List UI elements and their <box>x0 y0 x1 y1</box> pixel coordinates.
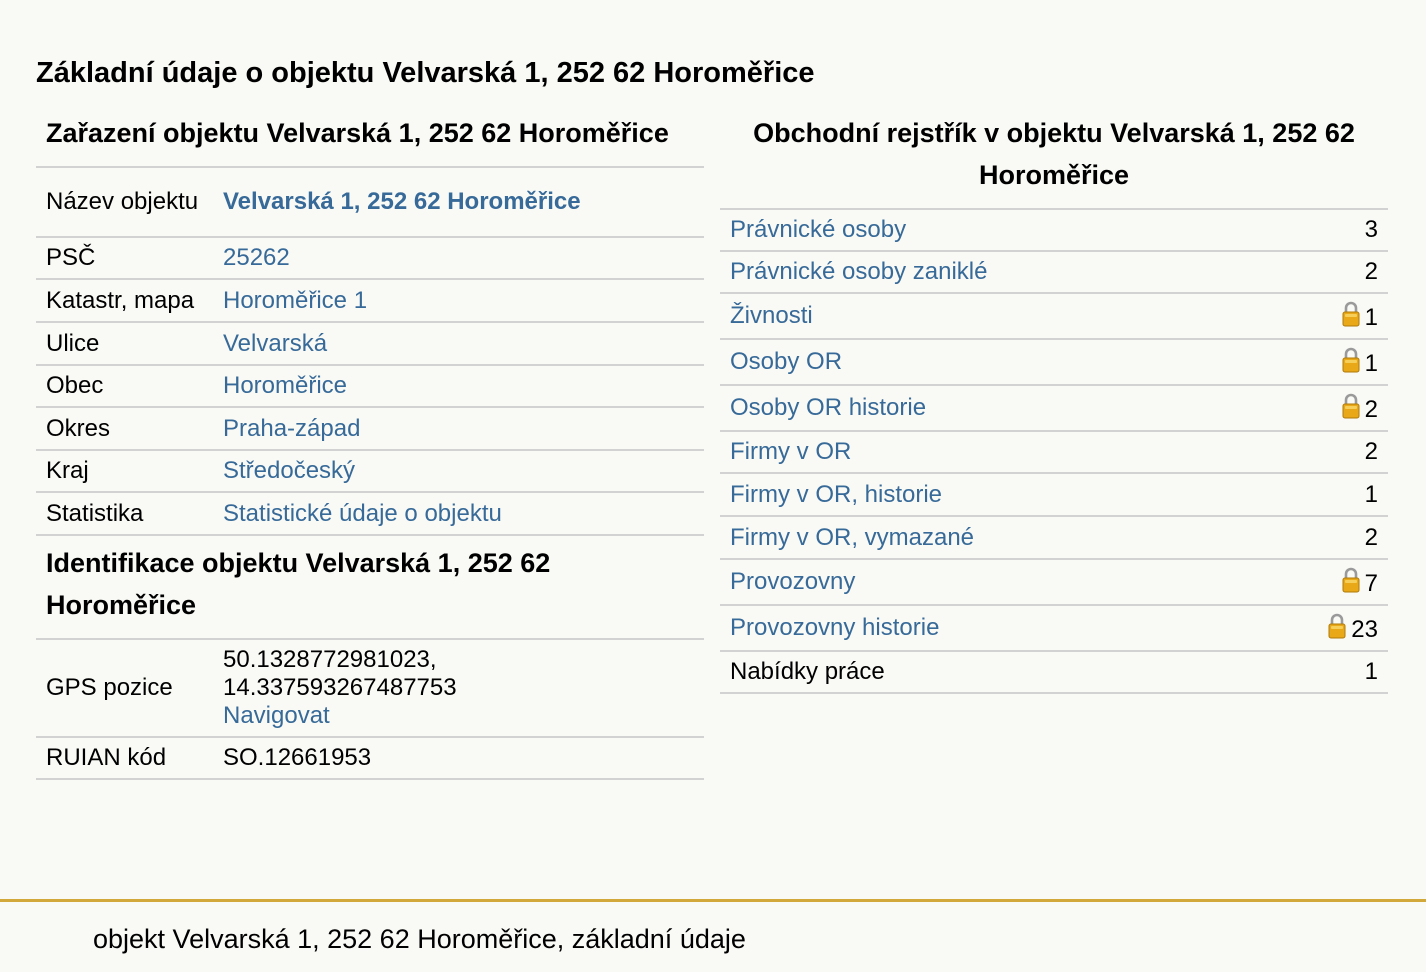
zarazeni-table <box>36 166 704 536</box>
ruian-value: SO.12661953 <box>213 737 704 779</box>
rejstrik-item-count: 1 <box>1364 349 1378 377</box>
identifikace-heading: Identifikace objektu Velvarská 1, 252 62 Horoměřice <box>46 548 551 620</box>
zarazeni-heading: Zařazení objektu Velvarská 1, 252 62 Horoměřice <box>46 118 669 148</box>
rejstrik-item-count: 23 <box>1351 615 1378 643</box>
rejstrik-item-label[interactable]: Firmy v OR, vymazané <box>730 523 975 551</box>
row-label: Ulice <box>36 322 213 365</box>
row-label: Obec <box>36 365 213 407</box>
navigate-link[interactable]: Navigovat <box>223 702 330 729</box>
gps-longitude: 14.337593267487753 <box>223 674 457 701</box>
page-title: Základní údaje o objektu Velvarská 1, 252 62 Horoměřice <box>36 57 815 89</box>
rejstrik-item-count: 1 <box>1364 658 1378 685</box>
rejstrik-item-count: 2 <box>1364 258 1378 285</box>
obec-link[interactable]: Horoměřice <box>223 372 348 399</box>
rejstrik-item-count: 2 <box>1364 438 1378 465</box>
kraj-link[interactable]: Středočeský <box>223 457 356 484</box>
rejstrik-item-count: 2 <box>1364 395 1378 423</box>
table-row <box>36 279 704 322</box>
statistika-link[interactable]: Statistické údaje o objektu <box>223 499 502 527</box>
rejstrik-item-label[interactable]: Právnické osoby <box>730 216 907 243</box>
row-label: Název objektu <box>36 167 213 237</box>
table-row <box>720 431 1388 473</box>
footer-divider <box>0 899 1426 902</box>
rejstrik-item-label[interactable]: Provozovny historie <box>730 614 940 641</box>
rejstrik-item-label[interactable]: Firmy v OR, historie <box>730 480 943 508</box>
row-label: Okres <box>36 407 213 450</box>
rejstrik-item-label[interactable]: Osoby OR <box>730 348 843 375</box>
rejstrik-item-label: Nabídky práce <box>730 658 885 685</box>
psc-link[interactable]: 25262 <box>223 244 290 271</box>
left-column <box>36 112 704 780</box>
rejstrik-item-label[interactable]: Právnické osoby zaniklé <box>730 258 988 285</box>
identifikace-table <box>36 638 704 780</box>
gps-latitude: 50.1328772981023, <box>223 646 437 673</box>
table-row <box>720 651 1388 693</box>
padlock-icon <box>1341 393 1361 419</box>
okres-link[interactable]: Praha-západ <box>223 414 361 442</box>
object-name-link[interactable]: Velvarská 1, 252 62 Horoměřice <box>223 188 581 215</box>
footer-text: objekt Velvarská 1, 252 62 Horoměřice, základní údaje <box>93 924 746 954</box>
table-row <box>36 167 704 237</box>
rejstrik-item-count: 3 <box>1364 216 1378 243</box>
padlock-icon <box>1341 301 1361 327</box>
table-row <box>36 450 704 492</box>
rejstrik-table <box>720 208 1388 694</box>
rejstrik-item-count: 2 <box>1364 523 1378 551</box>
rejstrik-heading: Obchodní rejstřík v objektu Velvarská 1, 252 62 Horoměřice <box>753 118 1355 190</box>
rejstrik-item-count: 1 <box>1364 303 1378 331</box>
table-row <box>720 251 1388 293</box>
rejstrik-item-label[interactable]: Živnosti <box>730 302 813 329</box>
padlock-icon <box>1341 567 1361 593</box>
rejstrik-item-label[interactable]: Firmy v OR <box>730 438 852 465</box>
table-row <box>720 605 1388 651</box>
padlock-icon <box>1327 613 1347 639</box>
table-row <box>36 737 704 779</box>
row-label: RUIAN kód <box>36 737 213 779</box>
table-row <box>720 385 1388 431</box>
katastr-link[interactable]: Horoměřice 1 <box>223 286 368 314</box>
row-label: Statistika <box>36 492 213 535</box>
table-row <box>720 293 1388 339</box>
rejstrik-item-count: 7 <box>1364 569 1378 597</box>
table-row <box>36 407 704 450</box>
rejstrik-item-label[interactable]: Provozovny <box>730 568 856 595</box>
rejstrik-item-count: 1 <box>1364 480 1378 508</box>
table-row <box>720 339 1388 385</box>
row-label: PSČ <box>36 237 213 279</box>
row-label: Katastr, mapa <box>36 279 213 322</box>
table-row <box>36 322 704 365</box>
table-row <box>36 492 704 535</box>
padlock-icon <box>1341 347 1361 373</box>
row-label: GPS pozice <box>36 639 213 737</box>
table-row <box>720 473 1388 516</box>
table-row <box>36 639 704 737</box>
table-row <box>36 365 704 407</box>
right-column <box>720 112 1388 694</box>
table-row <box>720 516 1388 559</box>
table-row <box>720 559 1388 605</box>
row-label: Kraj <box>36 450 213 492</box>
table-row <box>36 237 704 279</box>
table-row <box>720 209 1388 251</box>
ulice-link[interactable]: Velvarská <box>223 329 328 357</box>
rejstrik-item-label[interactable]: Osoby OR historie <box>730 394 927 421</box>
